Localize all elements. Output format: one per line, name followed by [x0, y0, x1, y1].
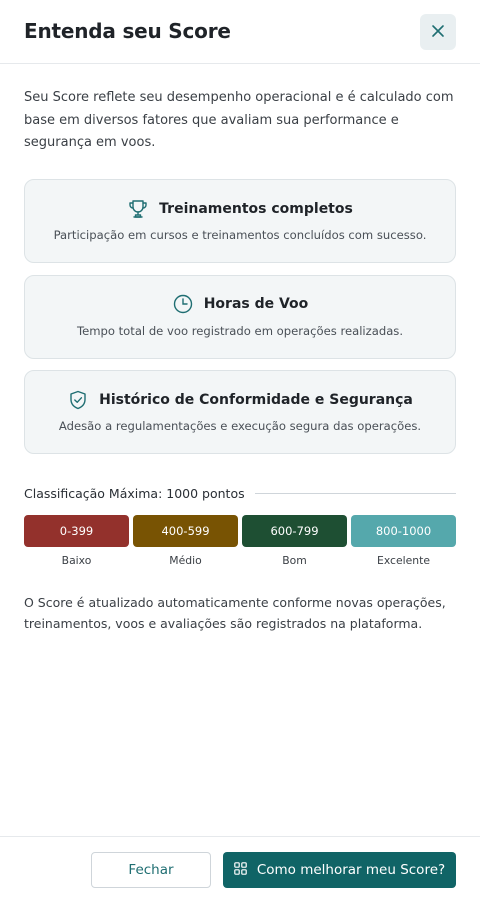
range-excellent — [351, 515, 456, 567]
clock-icon — [172, 293, 194, 315]
card-description: Participação em cursos e treinamentos concluídos com sucesso. — [53, 228, 427, 242]
range-pill: 400-599 — [133, 515, 238, 547]
range-pill: 0-399 — [24, 515, 129, 547]
trophy-icon — [127, 198, 149, 220]
card-flight-hours — [24, 275, 456, 359]
card-description: Adesão a regulamentações e execução segura das operações. — [58, 419, 422, 433]
range-low — [24, 515, 129, 567]
range-medium — [133, 515, 238, 567]
classification-title: Classificação Máxima: 1000 pontos — [24, 485, 245, 501]
grid-icon — [234, 862, 247, 879]
card-title: Horas de Voo — [203, 296, 309, 312]
improve-score-label: Como melhorar meu Score? — [256, 862, 446, 878]
range-pill: 800-1000 — [351, 515, 456, 547]
card-compliance — [24, 370, 456, 454]
close-dialog-button[interactable]: Fechar — [91, 852, 211, 888]
intro-text: Seu Score reflete seu desempenho operacional e é calculado com base em diversos fatores que avaliam sua performance e segurança em voos. — [24, 90, 454, 150]
improve-score-button[interactable] — [223, 852, 456, 888]
classification-header — [24, 484, 456, 502]
range-label: Bom — [282, 554, 307, 567]
card-description: Tempo total de voo registrado em operações realizadas. — [76, 324, 404, 338]
card-training — [24, 179, 456, 263]
divider — [255, 493, 456, 494]
score-ranges — [24, 515, 456, 567]
range-label: Médio — [169, 554, 202, 567]
card-title: Histórico de Conformidade e Segurança — [99, 392, 413, 408]
close-button[interactable] — [420, 14, 456, 50]
close-icon — [431, 23, 445, 42]
range-label: Baixo — [61, 554, 92, 567]
dialog-title: Entenda seu Score — [24, 19, 231, 43]
dialog-header — [0, 0, 480, 64]
range-pill: 600-799 — [242, 515, 347, 547]
dialog-footer — [0, 836, 480, 900]
range-label: Excelente — [377, 554, 430, 567]
card-title: Treinamentos completos — [159, 201, 353, 217]
footnote-text: O Score é atualizado automaticamente conforme novas operações, treinamentos, voos e avaliações são registrados na plataforma. — [24, 595, 446, 631]
shield-check-icon — [67, 389, 89, 411]
range-good — [242, 515, 347, 567]
